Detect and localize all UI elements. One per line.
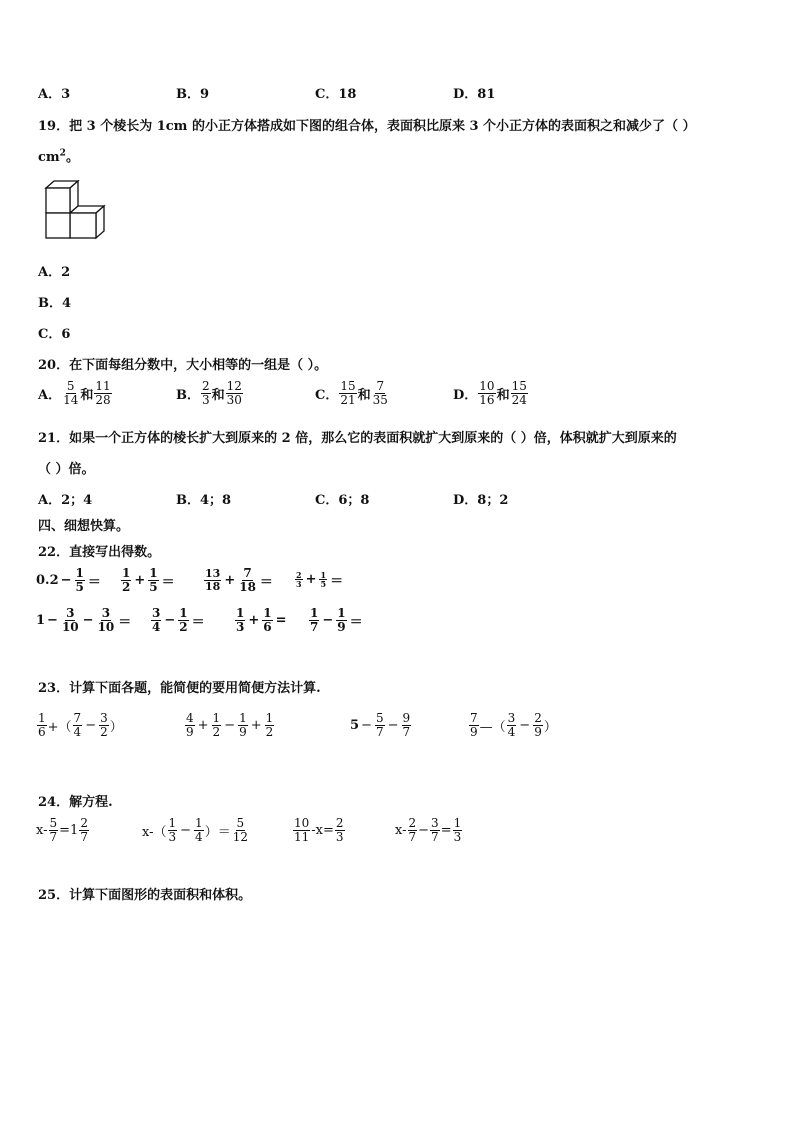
q22-expr-2: $\frac{1}{2}$ + $\frac{1}{5}$ ＝ xyxy=(122,566,175,594)
q20-option-c[interactable]: C． $\frac{15}{21}$ 和 $\frac{7}{35}$ xyxy=(315,379,388,407)
q21-option-c[interactable]: C．6；8 xyxy=(315,493,370,508)
q23-expr-1: $\frac{1}{6}$ +（ $\frac{7}{4}$ − $\frac{3}{2}$ ） xyxy=(38,711,123,739)
q18-option-d[interactable]: D．81 xyxy=(453,87,496,102)
q24-eq-3: $\frac{10}{11}$ -x= $\frac{2}{3}$ xyxy=(294,816,344,844)
q25-title: 25．计算下面图形的表面积和体积。 xyxy=(38,888,252,903)
q19-unit: $cm^2$。 xyxy=(38,148,79,165)
q23-expr-2: $\frac{4}{9}$ + $\frac{1}{2}$ − $\frac{1}{9}$ + $\frac{1}{2}$ xyxy=(186,711,274,739)
q22-expr-6: $\frac{3}{4}$ − $\frac{1}{2}$ ＝ xyxy=(152,606,205,634)
q21-option-d[interactable]: D．8；2 xyxy=(453,493,509,508)
q22-title: 22．直接写出得数。 xyxy=(38,545,161,560)
q22-expr-3: $\frac{13}{18}$ + $\frac{7}{18}$ ＝ xyxy=(205,566,273,594)
q19-option-b[interactable]: B．4 xyxy=(38,296,72,311)
q24-eq-2: x-（ $\frac{1}{3}$ − $\frac{1}{4}$ ）＝ $\frac{5}{12}$ xyxy=(142,816,248,844)
q21-text-line1: 21．如果一个正方体的棱长扩大到原来的 2 倍，那么它的表面积就扩大到原来的（ ）倍，体积就扩大到原来的 xyxy=(38,431,677,446)
q21-option-a[interactable]: A．2；4 xyxy=(38,493,93,508)
q23-expr-4: $\frac{7}{9}$ —（ $\frac{3}{4}$ − $\frac{2}{9}$ ） xyxy=(470,711,557,739)
q19-option-c[interactable]: C．6 xyxy=(38,327,71,342)
q20-option-d[interactable]: D． $\frac{10}{16}$ 和 $\frac{15}{24}$ xyxy=(453,379,527,407)
q24-title: 24．解方程. xyxy=(38,795,113,810)
q22-expr-7: $\frac{1}{3}$ + $\frac{1}{6}$ = xyxy=(236,606,287,634)
q18-option-a[interactable]: A．3 xyxy=(38,87,71,102)
q20-text: 20．在下面每组分数中，大小相等的一组是（ ）。 xyxy=(38,358,328,373)
q19-text: 19．把 3 个棱长为 1cm 的小正方体搭成如下图的组合体，表面积比原来 3 个小正方体的表面积之和减少了（ ） xyxy=(38,119,696,134)
q21-text-line2: （ ）倍。 xyxy=(38,462,95,477)
q19-option-a[interactable]: A．2 xyxy=(38,265,71,280)
q18-option-c[interactable]: C．18 xyxy=(315,87,357,102)
q22-expr-4: $\frac{2}{3}$ + $\frac{1}{5}$ ＝ xyxy=(296,569,344,589)
q20-option-a[interactable]: A． $\frac{5}{14}$ 和 $\frac{11}{28}$ xyxy=(38,379,111,407)
q24-eq-4: x- $\frac{2}{7}$ − $\frac{3}{7}$ = $\frac{1}{3}$ xyxy=(395,816,462,844)
q22-expr-1: 0.2 − $\frac{1}{5}$ ＝ xyxy=(36,566,101,594)
q23-expr-3: 5 − $\frac{5}{7}$ − $\frac{9}{7}$ xyxy=(350,711,411,739)
q22-expr-5: 1 − $\frac{3}{10}$ − $\frac{3}{10}$ ＝ xyxy=(36,606,132,634)
q22-expr-8: $\frac{1}{7}$ − $\frac{1}{9}$ ＝ xyxy=(310,606,363,634)
section-4-heading: 四、细想快算。 xyxy=(38,519,130,534)
q24-eq-1: x- $\frac{5}{7}$ =1 $\frac{2}{7}$ xyxy=(36,816,88,844)
q20-option-b[interactable]: B． $\frac{2}{3}$ 和 $\frac{12}{30}$ xyxy=(176,379,242,407)
cube-figure xyxy=(44,180,108,242)
q18-option-b[interactable]: B．9 xyxy=(176,87,210,102)
q21-option-b[interactable]: B．4；8 xyxy=(176,493,232,508)
q23-title: 23．计算下面各题，能简便的要用简便方法计算. xyxy=(38,681,321,696)
